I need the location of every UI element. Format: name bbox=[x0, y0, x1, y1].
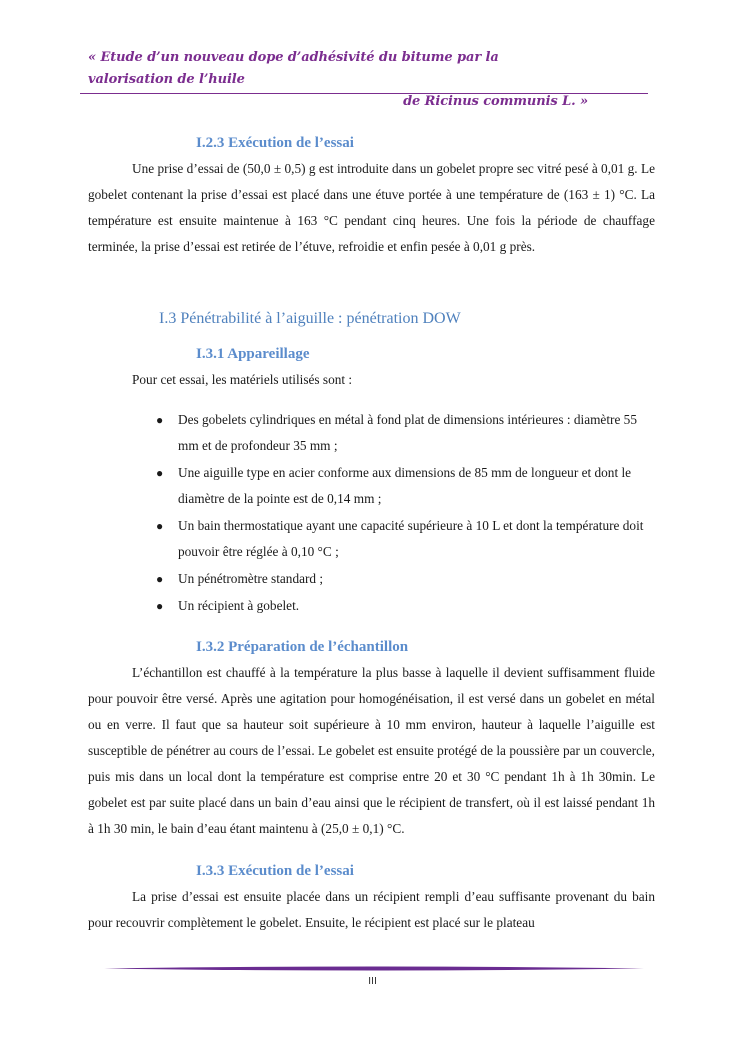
heading-i-3-3: I.3.3 Exécution de l’essai bbox=[196, 863, 354, 879]
heading-i-3-2: I.3.2 Préparation de l’échantillon bbox=[196, 639, 409, 655]
list-item: ● Un bain thermostatique ayant une capacité supérieure à 10 L et dont la température doit pouvoir être réglée à 0,10 °C ; bbox=[88, 513, 655, 565]
footer-rule bbox=[104, 966, 644, 971]
paragraph-i-3-3: La prise d’essai est ensuite placée dans un récipient rempli d’eau suffisante provenant du bain pour recouvrir complètement le gobelet. Ensuite, le récipient est placé sur le plateau bbox=[88, 889, 655, 930]
running-header bbox=[88, 47, 588, 113]
list-item: ● Un récipient à gobelet. bbox=[88, 593, 655, 619]
list-item: ● Des gobelets cylindriques en métal à fond plat de dimensions intérieures : diamètre 55 mm et de profondeur 35 mm ; bbox=[88, 407, 655, 459]
header-line-1: « Etude d’un nouveau dope d’adhésivité du bitume par la valorisation de l’huile bbox=[88, 50, 499, 87]
bullet-icon: ● bbox=[156, 413, 164, 427]
paragraph-i-2-3: Une prise d’essai de (50,0 ± 0,5) g est introduite dans un gobelet propre sec vitré pesé à 0,01 g. Le gobelet contenant la prise d’essai est placé dans une étuve portée à une température de (163 ± 1) °C. La température est ensuite maintenue à 163 °C pendant cinq heures. Une fois la période de chauffage terminée, la prise d’essai est retirée de l’étuve, refroidie et enfin pesée à 0,01 g près. bbox=[88, 161, 655, 254]
header-line-2: de Ricinus communis L. » bbox=[403, 94, 588, 109]
heading-i-2-3: I.2.3 Exécution de l’essai bbox=[196, 135, 354, 151]
page-body bbox=[88, 130, 655, 936]
bullet-icon: ● bbox=[156, 599, 164, 613]
bullet-icon: ● bbox=[156, 466, 164, 480]
list-item: ● Un pénétromètre standard ; bbox=[88, 566, 655, 592]
page-number: III bbox=[368, 976, 377, 987]
header-rule bbox=[80, 93, 648, 94]
list-item: ● Une aiguille type en acier conforme aux dimensions de 85 mm de longueur et dont le diamètre de la pointe est de 0,14 mm ; bbox=[88, 460, 655, 512]
heading-i-3-1: I.3.1 Appareillage bbox=[196, 346, 310, 362]
bullet-icon: ● bbox=[156, 519, 164, 533]
equipment-list bbox=[88, 407, 655, 619]
paragraph-i-3-2: L’échantillon est chauffé à la température la plus basse à laquelle il devient suffisamment fluide pour pouvoir être versé. Après une agitation pour homogénéisation, il est versé dans un gobelet en métal ou en verre. Il faut que sa hauteur soit supérieure à 10 mm environ, hauteur à laquelle l’aiguille est susceptible de pénétrer au cours de l’essai. Le gobelet est ensuite protégé de la poussière par un couvercle, puis mis dans un local dont la température est comprise entre 20 et 30 °C pendant 1h à 1h 30min. Le gobelet est par suite placé dans un bain d’eau ainsi que le récipient de transfert, où il est laissé pendant 1h à 1h 30 min, le bain d’eau étant maintenu à (25,0 ± 0,1) °C. bbox=[88, 665, 655, 836]
bullet-icon: ● bbox=[156, 572, 164, 586]
heading-i-3: I.3 Pénétrabilité à l’aiguille : pénétration DOW bbox=[159, 310, 461, 327]
equipment-intro: Pour cet essai, les matériels utilisés sont : bbox=[132, 372, 353, 387]
